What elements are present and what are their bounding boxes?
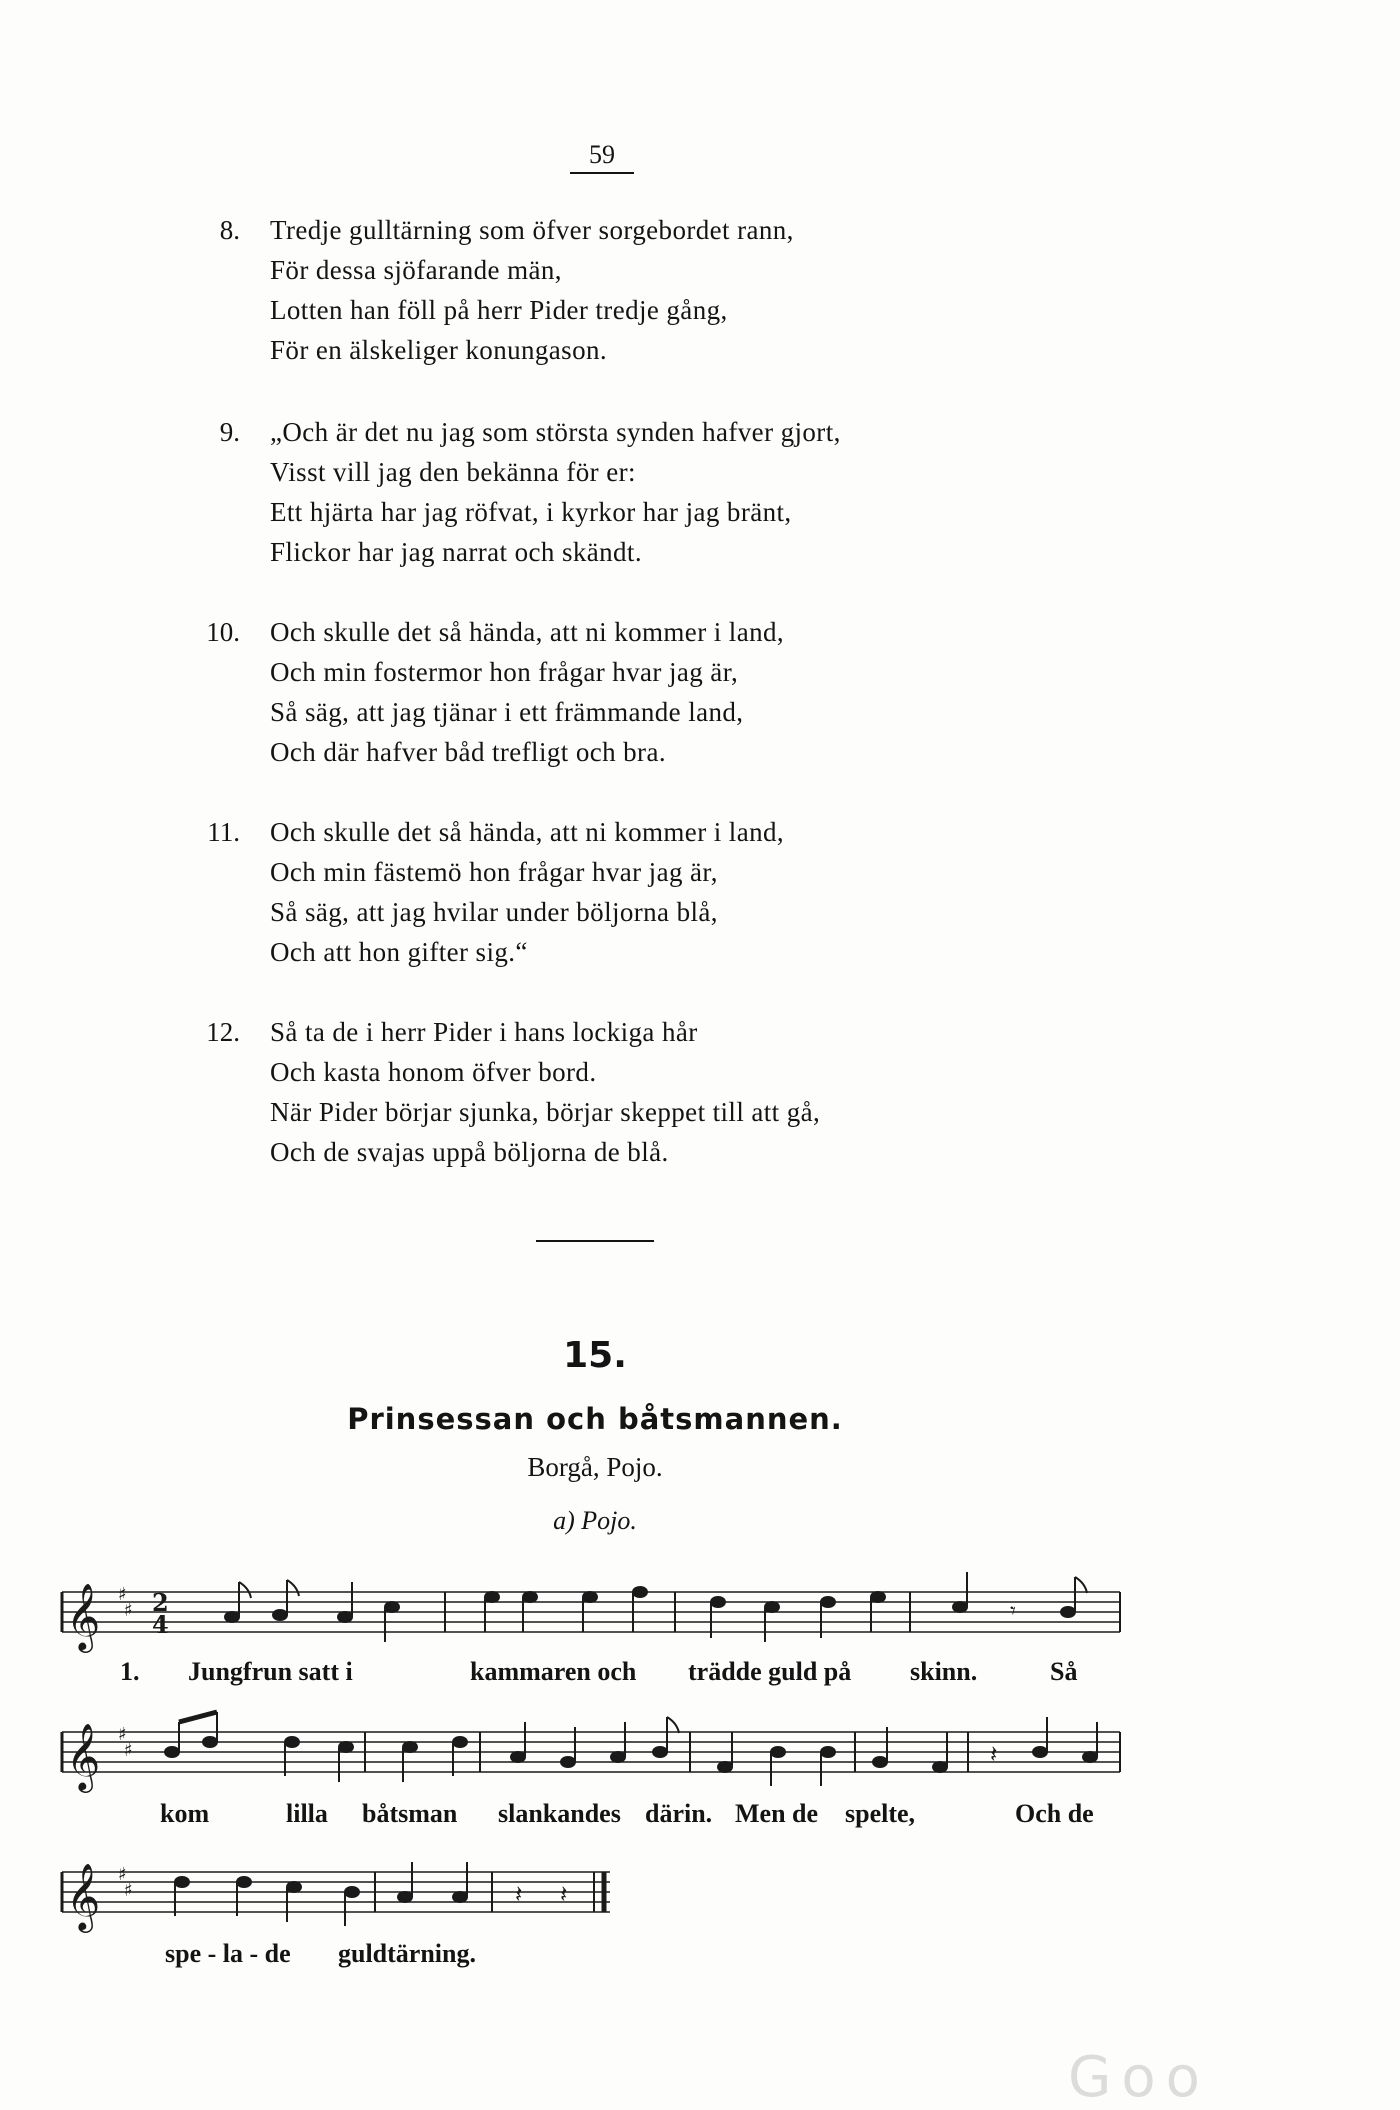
verse-line: Ett hjärta har jag röfvat, i kyrkor har jag bränt, xyxy=(270,497,792,527)
time-signature-top: 2 xyxy=(152,1588,169,1617)
verse-line: Så säg, att jag tjänar i ett främmande land, xyxy=(270,697,744,727)
lyric-fragment: 1. xyxy=(120,1657,140,1686)
lyrics-line-1 xyxy=(0,1656,1190,1688)
svg-text:♯: ♯ xyxy=(124,1880,133,1901)
lyric-fragment: därin. xyxy=(645,1799,713,1828)
verse-line: Och skulle det så hända, att ni kommer i land, xyxy=(270,617,785,647)
song-number: 15. xyxy=(563,1335,627,1376)
lyrics-line-2 xyxy=(0,1798,1190,1830)
stanza-number: 9. xyxy=(219,417,240,447)
song-title: Prinsessan och båtsmannen. xyxy=(347,1402,843,1436)
lyric-fragment: Så xyxy=(1050,1657,1078,1686)
time-signature-bottom: 4 xyxy=(152,1610,169,1639)
lyric-fragment: Och de xyxy=(1015,1799,1094,1828)
lyric-fragment: kammaren och xyxy=(470,1657,637,1686)
lyric-fragment: trädde guld på xyxy=(688,1657,852,1686)
page-number: 59 xyxy=(570,140,634,174)
lyrics-line-3 xyxy=(0,1938,700,1970)
verse-line: Så säg, att jag hvilar under böljorna blå, xyxy=(270,897,718,927)
verse-line: Och kasta honom öfver bord. xyxy=(270,1057,597,1087)
verse-line: Så ta de i herr Pider i hans lockiga hår xyxy=(270,1017,698,1047)
svg-text:𝄽: 𝄽 xyxy=(515,1880,523,1908)
verse-line: Lotten han föll på herr Pider tredje gång, xyxy=(270,295,728,325)
lyric-fragment: Jungfrun satt i xyxy=(188,1657,353,1686)
verse-line: Och min fostermor hon frågar hvar jag är, xyxy=(270,657,739,687)
song-variant: a) Pojo. xyxy=(553,1506,637,1535)
lyric-fragment: båtsman xyxy=(362,1799,458,1828)
lyric-fragment: skinn. xyxy=(910,1657,978,1686)
lyric-fragment: kom xyxy=(160,1799,210,1828)
treble-clef-icon: 𝄞 xyxy=(66,1582,101,1650)
scan-watermark: Goo xyxy=(1068,2045,1210,2110)
stanza-number: 11. xyxy=(207,817,240,847)
verse-line: Och min fästemö hon frågar hvar jag är, xyxy=(270,857,718,887)
lyric-fragment: spelte, xyxy=(845,1799,916,1828)
stanza-number: 10. xyxy=(206,617,240,647)
stanza-number: 8. xyxy=(219,215,240,245)
svg-text:♯: ♯ xyxy=(124,1600,133,1621)
svg-text:𝄽: 𝄽 xyxy=(560,1880,568,1908)
verse-line: Tredje gulltärning som öfver sorgebordet rann, xyxy=(270,215,794,245)
verse-line: Och där hafver båd trefligt och bra. xyxy=(270,737,666,767)
treble-clef-icon: 𝄞 xyxy=(66,1722,101,1790)
section-divider xyxy=(536,1240,654,1242)
svg-text:𝄾: 𝄾 xyxy=(1010,1599,1016,1624)
lyric-fragment: lilla xyxy=(286,1799,328,1828)
treble-clef-icon: 𝄞 xyxy=(66,1862,101,1930)
svg-text:♯: ♯ xyxy=(118,1724,127,1745)
lyric-fragment: spe - la - de xyxy=(165,1939,291,1968)
verse-line: Visst vill jag den bekänna för er: xyxy=(270,457,636,487)
verse-line: För en älskeliger konungason. xyxy=(270,335,608,365)
verse-line: För dessa sjöfarande män, xyxy=(270,255,562,285)
verse-line: Och de svajas uppå böljorna de blå. xyxy=(270,1137,669,1167)
lyric-fragment: slankandes xyxy=(498,1799,621,1828)
svg-text:♯: ♯ xyxy=(118,1864,127,1885)
stanza-number: 12. xyxy=(206,1017,240,1047)
lyric-fragment: Men de xyxy=(735,1799,819,1828)
svg-text:♯: ♯ xyxy=(124,1740,133,1761)
song-place: Borgå, Pojo. xyxy=(527,1452,663,1482)
verse-line: „Och är det nu jag som största synden hafver gjort, xyxy=(270,417,841,447)
verse-line: Och att hon gifter sig.“ xyxy=(270,937,528,967)
verse-line: Och skulle det så hända, att ni kommer i land, xyxy=(270,817,785,847)
verse-line: När Pider börjar sjunka, börjar skeppet till att gå, xyxy=(270,1097,821,1127)
svg-text:𝄽: 𝄽 xyxy=(990,1740,998,1768)
lyric-fragment: guldtärning. xyxy=(338,1939,476,1968)
svg-text:♯: ♯ xyxy=(118,1584,127,1605)
verse-line: Flickor har jag narrat och skändt. xyxy=(270,537,642,567)
